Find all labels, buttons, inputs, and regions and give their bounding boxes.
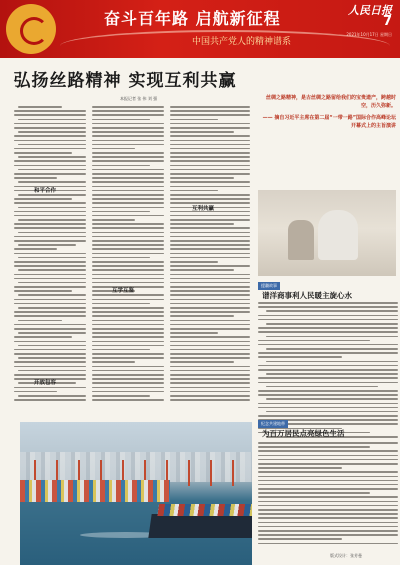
text-line (170, 236, 250, 238)
text-line (92, 382, 164, 384)
text-line (92, 294, 164, 296)
text-line (170, 106, 250, 108)
text-line (92, 114, 164, 116)
text-line (170, 395, 250, 397)
text-line (92, 311, 164, 313)
newspaper-masthead: 人民日报 (348, 4, 392, 17)
text-line (92, 399, 164, 401)
text-line (92, 332, 164, 334)
text-column-3 (170, 106, 250, 406)
text-line (266, 348, 398, 350)
party-emblem-icon (6, 4, 56, 54)
text-line (170, 165, 250, 167)
text-line (170, 391, 250, 393)
text-line (92, 207, 164, 209)
text-line (92, 278, 164, 280)
text-line (170, 387, 250, 389)
text-line (170, 135, 250, 137)
text-line (14, 148, 86, 150)
text-line (14, 240, 86, 242)
text-line (170, 269, 234, 271)
text-line (92, 173, 164, 175)
text-line (18, 194, 86, 196)
text-line (92, 227, 164, 229)
text-line (170, 223, 234, 225)
text-line (258, 331, 398, 333)
text-line (258, 509, 398, 511)
article-headline: 弘扬丝路精神 实现互利共赢 (13, 71, 237, 91)
text-line (258, 394, 398, 396)
container-ship (148, 514, 252, 538)
text-line (14, 152, 72, 154)
text-line (92, 110, 164, 112)
text-line (14, 253, 86, 255)
text-line (14, 248, 57, 250)
text-line (170, 274, 250, 276)
text-line (170, 152, 250, 154)
text-line (170, 336, 250, 338)
text-line (92, 378, 164, 380)
article-byline: 本报记者 张 伟 刘 强 (120, 96, 158, 101)
text-line (92, 307, 164, 309)
text-line (170, 286, 250, 288)
text-line (18, 244, 76, 246)
text-line (14, 110, 86, 112)
text-line (170, 131, 234, 133)
text-line (14, 315, 86, 317)
text-line (170, 341, 250, 343)
text-line (92, 370, 164, 372)
text-line (18, 219, 86, 221)
text-line (14, 341, 86, 343)
text-line (92, 269, 164, 271)
text-line (170, 114, 250, 116)
text-line (92, 232, 164, 234)
text-line (14, 366, 86, 368)
text-line (92, 387, 164, 389)
text-line (170, 257, 250, 259)
text-line (92, 165, 150, 167)
text-line (14, 123, 86, 125)
text-line (92, 131, 164, 133)
text-line (170, 370, 250, 372)
text-line (170, 156, 250, 158)
text-line (170, 399, 250, 401)
text-line (14, 274, 86, 276)
page-number: 7 (382, 14, 392, 29)
text-line (92, 127, 164, 129)
text-line (170, 148, 250, 150)
text-line (14, 290, 72, 292)
text-line (170, 160, 250, 162)
date-line: 2021年10月17日 星期日 (346, 32, 392, 37)
text-line (14, 349, 86, 351)
text-line (258, 377, 398, 379)
text-line (14, 135, 86, 137)
sidebar-story-1-title: 谱洋商事利人民暖主旋心水 (262, 291, 352, 300)
text-line (170, 320, 250, 322)
text-line (92, 140, 164, 142)
text-line (18, 169, 86, 171)
text-line (92, 219, 135, 221)
text-line (92, 349, 150, 351)
text-line (266, 386, 378, 388)
text-line (18, 269, 86, 271)
text-line (170, 307, 250, 309)
text-line (258, 340, 370, 342)
text-line (92, 194, 164, 196)
text-line (18, 282, 86, 284)
text-line (92, 261, 164, 263)
text-line (14, 127, 86, 129)
text-line (266, 361, 398, 363)
text-line (258, 407, 398, 409)
text-line (170, 332, 218, 334)
text-line (92, 391, 164, 393)
text-line (92, 148, 135, 150)
text-line (170, 290, 250, 292)
text-line (258, 356, 342, 358)
text-line (258, 538, 342, 540)
text-column-1 (14, 106, 86, 406)
text-line (92, 257, 150, 259)
text-line (170, 177, 234, 179)
text-line (92, 315, 164, 317)
banner-series-title: 中国共产党人的精神谱系 (192, 37, 292, 47)
text-line (92, 353, 164, 355)
text-line (170, 181, 250, 183)
text-line (170, 198, 250, 200)
layout-credit: 版式设计：张芳曼 (330, 553, 362, 558)
text-line (14, 311, 86, 313)
text-line (14, 165, 86, 167)
text-line (258, 442, 398, 444)
text-line (92, 240, 164, 242)
text-line (170, 232, 250, 234)
text-line (170, 278, 250, 280)
pull-quote-attribution: —— 摘自习近平主席在第二届“一带一路”国际合作高峰论坛开幕式上的主旨演讲 (262, 115, 396, 129)
text-line (170, 294, 250, 296)
text-line (92, 324, 164, 326)
text-line (170, 265, 250, 267)
text-line (92, 265, 164, 267)
text-line (14, 361, 86, 363)
text-line (170, 328, 250, 330)
text-line (92, 366, 164, 368)
text-line (170, 215, 250, 217)
text-line (92, 177, 164, 179)
text-line (170, 299, 250, 301)
text-line (18, 345, 86, 347)
text-line (170, 144, 250, 146)
text-line (92, 253, 164, 255)
text-line (92, 135, 164, 137)
text-line (14, 374, 86, 376)
text-line (14, 391, 57, 393)
text-line (258, 327, 398, 329)
text-line (14, 198, 72, 200)
text-line (14, 324, 86, 326)
text-line (92, 211, 150, 213)
text-line (92, 395, 150, 397)
text-line (92, 144, 164, 146)
banner-slogan: 奋斗百年路 启航新征程 (104, 9, 281, 28)
text-line (258, 369, 398, 371)
text-line (258, 476, 398, 478)
text-line (92, 156, 164, 158)
text-line (258, 530, 398, 532)
sidebar-tag-2: 纪念共建地带 (258, 420, 288, 428)
text-line (266, 310, 398, 312)
text-line (14, 223, 86, 225)
text-line (170, 303, 250, 305)
section-heading-1: 和平合作 (34, 188, 57, 194)
text-line (170, 244, 250, 246)
text-line (14, 303, 86, 305)
text-line (14, 336, 72, 338)
text-line (18, 257, 86, 259)
text-line (266, 323, 398, 325)
text-line (258, 467, 342, 469)
sidebar-story-2-title: 为百万居民点亮绿色生活 (262, 429, 345, 438)
text-line (170, 140, 250, 142)
text-line (92, 357, 164, 359)
text-line (92, 202, 164, 204)
text-line (14, 173, 86, 175)
text-line (170, 194, 250, 196)
text-line (170, 378, 250, 380)
text-line (18, 332, 86, 334)
text-line (14, 387, 86, 389)
text-line (258, 488, 398, 490)
text-line (18, 144, 86, 146)
text-line (92, 374, 164, 376)
text-line (170, 119, 218, 121)
text-line (92, 223, 164, 225)
photo-container-port (20, 422, 252, 565)
text-line (18, 181, 86, 183)
text-line (92, 106, 164, 108)
text-line (14, 140, 86, 142)
text-line (92, 303, 150, 305)
text-line (14, 236, 86, 238)
text-line (170, 227, 250, 229)
text-line (18, 294, 86, 296)
photo-worker (258, 190, 396, 276)
text-line (170, 353, 250, 355)
text-line (258, 382, 398, 384)
text-line (92, 361, 135, 363)
text-line (258, 390, 398, 392)
text-line (92, 198, 164, 200)
text-line (258, 306, 398, 308)
text-line (14, 261, 86, 263)
text-line (14, 286, 86, 288)
text-line (14, 160, 86, 162)
text-line (14, 177, 57, 179)
text-line (92, 282, 164, 284)
text-line (258, 352, 398, 354)
section-heading-4: 互利共赢 (192, 206, 215, 212)
text-line (14, 353, 86, 355)
text-line (258, 463, 398, 465)
text-line (18, 370, 86, 372)
text-line (258, 403, 398, 405)
text-line (92, 181, 164, 183)
text-line (170, 219, 250, 221)
text-line (258, 319, 398, 321)
text-line (258, 526, 398, 528)
text-line (18, 207, 86, 209)
text-line (170, 315, 234, 317)
text-line (258, 517, 398, 519)
text-line (258, 302, 398, 304)
sidebar-story-2-text (258, 442, 398, 550)
text-line (92, 215, 164, 217)
text-line (14, 215, 86, 217)
pull-quote (258, 94, 396, 188)
text-line (258, 455, 398, 457)
text-line (170, 169, 250, 171)
text-line (18, 131, 86, 133)
text-line (258, 484, 398, 486)
text-line (170, 261, 218, 263)
text-line (92, 328, 164, 330)
page-banner (0, 0, 400, 58)
text-line (258, 522, 398, 524)
text-line (258, 534, 398, 536)
text-line (170, 357, 250, 359)
text-line (92, 248, 164, 250)
text-line (14, 114, 86, 116)
text-line (258, 365, 398, 367)
text-line (170, 190, 218, 192)
text-line (92, 152, 164, 154)
text-line (92, 336, 164, 338)
text-line (92, 119, 150, 121)
text-line (258, 513, 398, 515)
text-line (170, 311, 250, 313)
text-line (18, 232, 86, 234)
text-column-2 (92, 106, 164, 406)
text-line (92, 320, 164, 322)
text-line (170, 173, 250, 175)
text-line (170, 324, 250, 326)
text-line (14, 278, 86, 280)
text-line (258, 505, 398, 507)
text-line (170, 248, 250, 250)
text-line (266, 336, 398, 338)
text-line (18, 395, 86, 397)
text-line (258, 492, 370, 494)
text-line (258, 501, 398, 503)
text-line (258, 471, 398, 473)
sidebar-tag-1: 援疆故事 (258, 282, 280, 290)
text-line (14, 202, 86, 204)
text-line (266, 398, 398, 400)
text-line (18, 357, 86, 359)
text-line (92, 341, 164, 343)
section-heading-2: 开放包容 (34, 380, 57, 386)
text-line (92, 123, 164, 125)
text-line (14, 399, 86, 401)
text-line (14, 265, 86, 267)
text-line (258, 315, 398, 317)
text-line (170, 253, 250, 255)
text-line (92, 274, 164, 276)
text-line (170, 123, 250, 125)
text-line (92, 236, 164, 238)
text-line (170, 240, 250, 242)
text-line (170, 282, 250, 284)
text-line (92, 190, 164, 192)
text-line (92, 299, 164, 301)
text-line (170, 361, 234, 363)
text-line (92, 169, 164, 171)
text-line (258, 415, 398, 417)
text-line (170, 349, 250, 351)
text-line (266, 411, 398, 413)
text-line (258, 459, 398, 461)
text-line (170, 374, 250, 376)
text-line (170, 127, 250, 129)
text-line (258, 446, 370, 448)
text-line (258, 344, 398, 346)
text-line (258, 480, 398, 482)
text-line (18, 119, 86, 121)
text-line (14, 299, 86, 301)
text-line (258, 543, 398, 545)
pull-quote-text: 丝绸之路精神，是古丝绸之路留给我们的宝贵遗产，跨越时空，历久弥新。 (265, 95, 396, 109)
text-line (92, 186, 164, 188)
text-line (18, 307, 86, 309)
text-line (18, 106, 61, 108)
text-line (170, 382, 250, 384)
text-line (92, 345, 164, 347)
text-line (170, 345, 250, 347)
section-heading-3: 互学互鉴 (112, 288, 135, 294)
text-line (92, 244, 164, 246)
text-line (14, 227, 86, 229)
text-line (18, 156, 86, 158)
text-line (170, 366, 250, 368)
text-line (170, 186, 250, 188)
text-line (14, 328, 86, 330)
text-line (258, 450, 398, 452)
text-line (92, 160, 164, 162)
text-line (18, 320, 61, 322)
text-line (170, 110, 250, 112)
text-line (14, 211, 86, 213)
text-line (266, 373, 398, 375)
text-line (258, 496, 398, 498)
